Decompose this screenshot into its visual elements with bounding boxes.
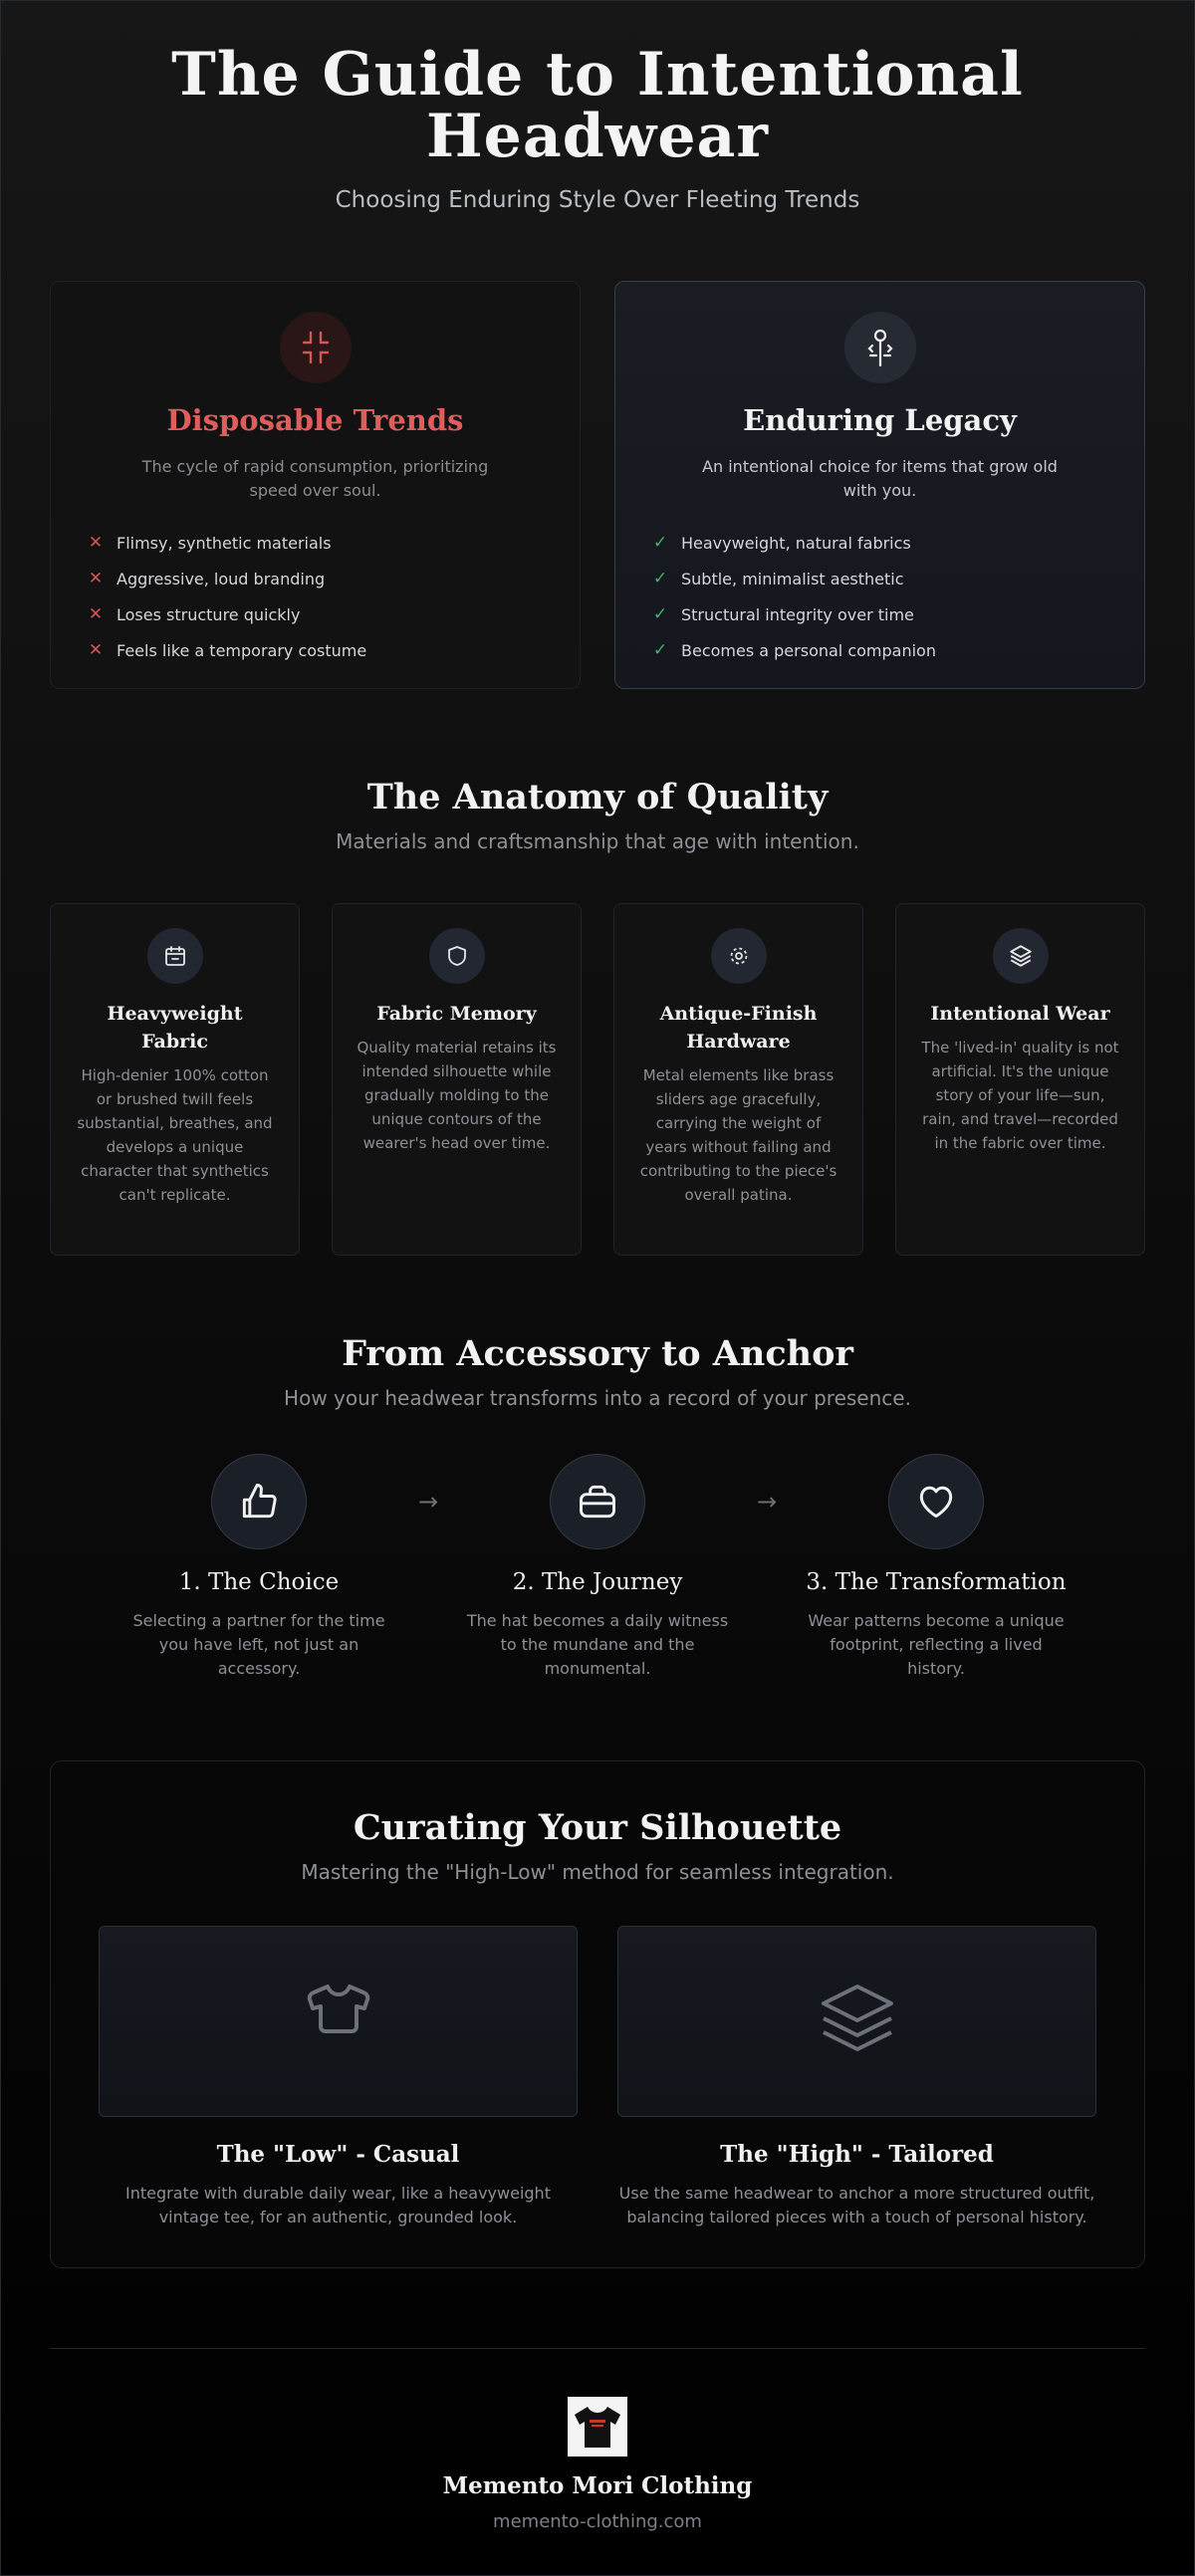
- list-item: ✕ Feels like a temporary costume: [88, 640, 367, 660]
- step-title: 2. The Journey: [512, 1569, 683, 1595]
- shield-icon: [429, 928, 485, 984]
- list-item: ✓ Structural integrity over time: [652, 604, 914, 624]
- card-title: Intentional Wear: [930, 1003, 1110, 1025]
- brand-name: Memento Mori Clothing: [442, 2472, 753, 2499]
- page-title: The Guide to Intentional Headwear: [171, 40, 1024, 171]
- step-title: 1. The Choice: [178, 1569, 340, 1595]
- journey-step: [797, 1454, 1076, 1681]
- panel-title: The "Low" - Casual: [216, 2141, 460, 2168]
- card-text: The 'lived-in' quality is not artificial. It's the unique story of your life—sun, rain, and travel—recorded in the fabric over time.: [921, 1039, 1119, 1152]
- arrow-right-icon: →: [756, 1488, 778, 1516]
- list-item: ✕ Aggressive, loud branding: [88, 569, 326, 588]
- calendar-icon: [147, 928, 203, 984]
- x-icon: ✕: [88, 604, 104, 624]
- disposable-list: [87, 525, 544, 668]
- step-text: Selecting a partner for the time you have left, not just an accessory.: [132, 1611, 385, 1678]
- layers-icon: [820, 1983, 895, 2056]
- panel-title: The "High" - Tailored: [720, 2141, 994, 2168]
- check-icon: ✓: [652, 533, 668, 553]
- curate-subtitle: Mastering the "High-Low" method for seamless integration.: [301, 1860, 894, 1884]
- anatomy-title: The Anatomy of Quality: [366, 777, 829, 818]
- gear-icon: [711, 928, 767, 984]
- step-text: Wear patterns become a unique footprint, reflecting a lived history.: [808, 1611, 1065, 1678]
- panel-text: Integrate with durable daily wear, like a heavyweight vintage tee, for an authentic, grounded look.: [125, 2184, 551, 2226]
- card-text: High-denier 100% cotton or brushed twill feels substantial, breathes, and develops a unique character that synthetics can't replicate.: [77, 1066, 273, 1204]
- curate-section: [50, 1760, 1145, 2268]
- panel-image: [99, 1926, 578, 2117]
- step-text: The hat becomes a daily witness to the mundane and the monumental.: [466, 1611, 729, 1678]
- step-title: 3. The Transformation: [806, 1569, 1067, 1595]
- brand-logo: [568, 2397, 627, 2457]
- arrow-right-icon: →: [417, 1488, 439, 1516]
- disposable-title: Disposable Trends: [166, 403, 464, 437]
- enduring-description: An intentional choice for items that grow old with you.: [702, 457, 1058, 500]
- anatomy-subtitle: Materials and craftsmanship that age with intention.: [336, 829, 859, 853]
- anatomy-section: [0, 777, 1195, 1256]
- journey-steps: [0, 1454, 1195, 1681]
- card-text: Quality material retains its intended silhouette while gradually molding to the unique contours of the wearer's head over time.: [357, 1039, 557, 1152]
- list-item: ✓ Subtle, minimalist aesthetic: [652, 569, 904, 588]
- feature-card: [50, 903, 300, 1256]
- hero: [0, 0, 1195, 213]
- anatomy-cards: [0, 903, 1195, 1256]
- enduring-title: Enduring Legacy: [743, 403, 1017, 437]
- enduring-legacy-card: [614, 281, 1145, 689]
- disposable-description: The cycle of rapid consumption, prioritizing speed over soul.: [141, 457, 489, 500]
- journey-step: [458, 1454, 737, 1681]
- card-title: Heavyweight Fabric: [107, 1003, 243, 1053]
- check-icon: ✓: [652, 604, 668, 624]
- shirt-icon: [304, 1983, 373, 2038]
- list-item: ✕ Loses structure quickly: [88, 604, 301, 624]
- check-icon: ✓: [652, 640, 668, 660]
- footer-divider: [50, 2348, 1145, 2349]
- curate-panels: [99, 1926, 1096, 2229]
- panel-text: Use the same headwear to anchor a more structured outfit, balancing tailored pieces with a touch of personal history.: [618, 2184, 1095, 2226]
- feature-card: [332, 903, 582, 1256]
- enduring-list: [651, 525, 1108, 668]
- list-item: ✓ Heavyweight, natural fabrics: [652, 533, 911, 553]
- journey-subtitle: How your headwear transforms into a record of your presence.: [284, 1386, 911, 1410]
- list-item: ✕ Flimsy, synthetic materials: [88, 533, 332, 553]
- card-title: Antique-Finish Hardware: [659, 1003, 818, 1053]
- style-panel-high: [617, 1926, 1096, 2229]
- page-subtitle: Choosing Enduring Style Over Fleeting Trends: [335, 187, 860, 213]
- footer: [0, 2397, 1195, 2532]
- check-icon: ✓: [652, 569, 668, 588]
- panel-image: [617, 1926, 1096, 2117]
- curate-title: Curating Your Silhouette: [353, 1807, 842, 1848]
- feature-card: [613, 903, 863, 1256]
- journey-step: [120, 1454, 398, 1681]
- x-icon: ✕: [88, 533, 104, 553]
- heart-icon: [888, 1454, 984, 1549]
- disposable-trends-card: [50, 281, 581, 689]
- website-link[interactable]: memento-clothing.com: [493, 2511, 702, 2532]
- journey-section: [0, 1333, 1195, 1681]
- feature-card: [895, 903, 1145, 1256]
- style-panel-low: [99, 1926, 578, 2229]
- journey-title: From Accessory to Anchor: [342, 1333, 853, 1374]
- comparison-section: [0, 281, 1195, 689]
- card-title: Fabric Memory: [376, 1003, 537, 1025]
- key-icon: [844, 312, 916, 383]
- x-icon: ✕: [88, 569, 104, 588]
- card-text: Metal elements like brass sliders age gracefully, carrying the weight of years without failing and contributing to the piece's overall patina.: [639, 1066, 837, 1204]
- list-item: ✓ Becomes a personal companion: [652, 640, 936, 660]
- thumbs-up-icon: [211, 1454, 307, 1549]
- briefcase-icon: [550, 1454, 645, 1549]
- x-icon: ✕: [88, 640, 104, 660]
- broken-link-icon: [280, 312, 352, 383]
- layers-icon: [993, 928, 1049, 984]
